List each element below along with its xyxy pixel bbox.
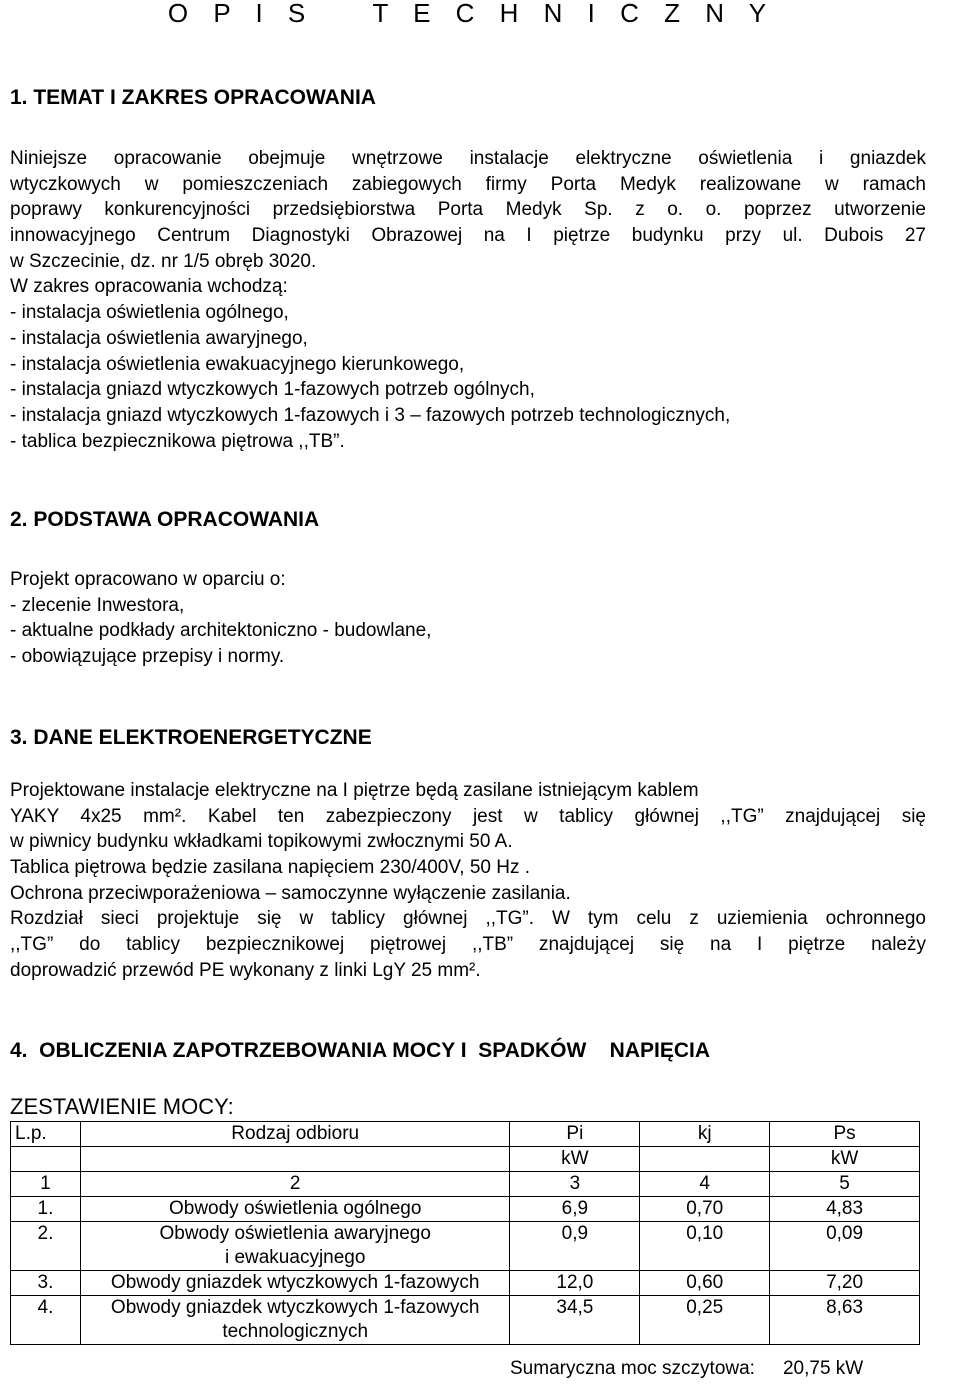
kj-cell: 0,70 [640,1197,770,1222]
unit-cell: kW [770,1147,920,1172]
table-row [11,1197,920,1222]
kj-cell: 0,60 [640,1271,770,1296]
power-summary-subheading: ZESTAWIENIE MOCY: [10,1094,234,1119]
section-2-heading: 2. PODSTAWA OPRACOWANIA [10,508,320,531]
ps-cell: 4,83 [770,1197,920,1222]
energy-line: Rozdział sieci projektuje się w tablicy głównej ,,TG”. W tym celu z uziemienia ochronnego [10,908,926,930]
intro-line: innowacyjnego Centrum Diagnostyki Obrazowej na I piętrze budynku przy ul. Dubois 27 [10,225,926,247]
scope-item: - instalacja oświetlenia awaryjnego, [10,327,308,349]
lp-cell: 3. [11,1271,81,1296]
ps-cell: 8,63 [770,1296,920,1345]
desc-text: Obwody gniazdek wtyczkowych 1-fazowych [110,1272,480,1293]
ps-cell: 7,20 [770,1271,920,1296]
number-cell: 2 [80,1172,510,1197]
section-2-body [10,567,926,670]
unit-cell [640,1147,770,1172]
table-numbers-row [11,1172,920,1197]
summary-value: 20,75 kW [782,1358,864,1379]
table-row [11,1271,920,1296]
desc-cell [80,1271,510,1296]
pi-cell: 6,9 [510,1197,640,1222]
header-cell: Ps [770,1122,920,1147]
section-1-heading: 1. TEMAT I ZAKRES OPRACOWANIA [10,86,376,109]
desc-cell [80,1222,510,1271]
number-cell: 4 [640,1172,770,1197]
energy-line: Tablica piętrowa będzie zasilana napięciem 230/400V, 50 Hz . [10,857,531,879]
number-cell: 1 [11,1172,81,1197]
scope-intro: W zakres opracowania wchodzą: [10,276,288,298]
intro-line: w Szczecinie, dz. nr 1/5 obręb 3020. [10,250,317,272]
table-row [11,1222,920,1271]
energy-line: ,,TG” do tablicy bezpiecznikowej piętrowej ,,TB” znajdującej się na I piętrze należy [10,934,926,956]
number-cell: 5 [770,1172,920,1197]
unit-cell [11,1147,81,1172]
energy-line: w piwnicy budynku wkładkami topikowymi zwłocznymi 50 A. [10,831,513,853]
basis-item: - aktualne podkłady architektoniczno - budowlane, [10,620,432,642]
table-row [11,1296,920,1345]
energy-line: Ochrona przeciwporażeniowa – samoczynne wyłączenie zasilania. [10,882,571,904]
table-header-row [11,1122,920,1147]
scope-item: - tablica bezpiecznikowa piętrowa ,,TB”. [10,430,345,452]
section-3-heading: 3. DANE ELEKTROENERGETYCZNE [10,726,372,749]
basis-line: Projekt opracowano w oparciu o: [10,569,286,590]
unit-cell [80,1147,510,1172]
scope-item: - instalacja oświetlenia ewakuacyjnego kierunkowego, [10,353,465,375]
desc-text: Obwody gniazdek wtyczkowych 1-fazowych [110,1297,480,1318]
intro-line: Niniejsze opracowanie obejmuje wnętrzowe instalacje elektryczne oświetlenia i gniazdek [10,148,926,169]
intro-line: wtyczkowych w pomieszczeniach zabiegowych firmy Porta Medyk realizowane w ramach [10,173,926,195]
energy-line: doprowadzić przewód PE wykonany z linki LgY 25 mm². [10,959,481,981]
power-table [10,1121,920,1345]
desc-cell [80,1296,510,1345]
section-1-intro [10,146,926,454]
pi-cell: 12,0 [510,1271,640,1296]
section-3-body [10,778,926,984]
kj-cell: 0,10 [640,1222,770,1271]
desc-text-cont: technologicznych [222,1321,369,1342]
desc-cell [80,1197,510,1222]
desc-text-cont: i ewakuacyjnego [224,1247,366,1268]
pi-cell: 34,5 [510,1296,640,1345]
scope-item: - instalacja oświetlenia ogólnego, [10,302,289,324]
desc-text: Obwody oświetlenia awaryjnego [159,1223,431,1244]
lp-cell: 4. [11,1296,81,1345]
energy-line: YAKY 4x25 mm². Kabel ten zabezpieczony jest w tablicy głównej ,,TG” znajdującej się [10,805,926,827]
lp-cell: 2. [11,1222,81,1271]
header-cell: Rodzaj odbioru [80,1122,510,1147]
unit-cell: kW [510,1147,640,1172]
intro-line: poprawy konkurencyjności przedsiębiorstwa Porta Medyk Sp. z o. o. poprzez utworzenie [10,199,926,221]
basis-item: - obowiązujące przepisy i normy. [10,646,285,668]
scope-item: - instalacja gniazd wtyczkowych 1-fazowych potrzeb ogólnych, [10,379,535,401]
desc-text: Obwody oświetlenia ogólnego [168,1198,422,1219]
summary-row [510,1358,863,1380]
summary-label: Sumaryczna moc szczytowa: [510,1358,755,1379]
kj-cell: 0,25 [640,1296,770,1345]
scope-item: - instalacja gniazd wtyczkowych 1-fazowych i 3 – fazowych potrzeb technologicznych, [10,404,731,426]
ps-cell: 0,09 [770,1222,920,1271]
header-cell: Pi [510,1122,640,1147]
number-cell: 3 [510,1172,640,1197]
table-units-row [11,1147,920,1172]
header-cell: kj [640,1122,770,1147]
document-title: O P I S T E C H N I C Z N Y [167,0,771,28]
section-4-heading: 4. OBLICZENIA ZAPOTRZEBOWANIA MOCY I SPADKÓW NAPIĘCIA [10,1039,711,1062]
header-cell: L.p. [11,1122,81,1147]
energy-line: Projektowane instalacje elektryczne na I piętrze będą zasilane istniejącym kablem [10,780,699,801]
lp-cell: 1. [11,1197,81,1222]
basis-item: - zlecenie Inwestora, [10,594,185,616]
pi-cell: 0,9 [510,1222,640,1271]
